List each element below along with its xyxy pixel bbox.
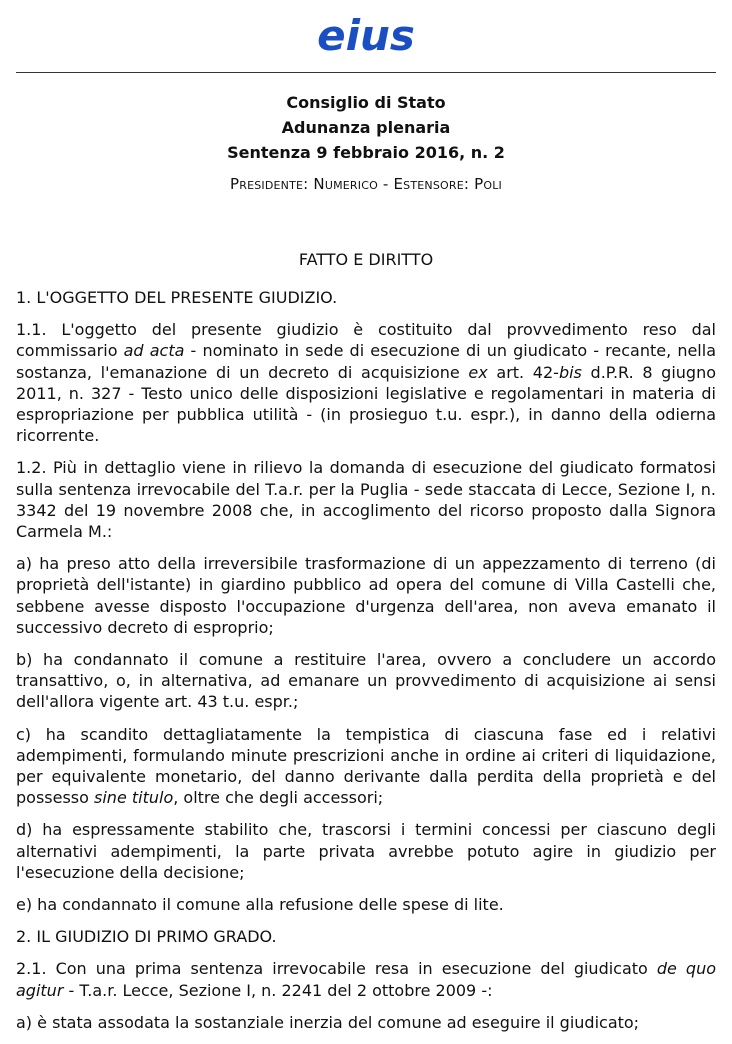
logo-text: eius: [317, 14, 415, 60]
list-item-c: c) ha scandito dettagliatamente la tempistica di ciascuna fase ed i relativi adempimenti, formulando minute prescrizioni anche in ordine ai criteri di liquidazione, per equivalente monetario, del danno derivante dalla perdita della proprietà e del possesso sine titulo, oltre che degli accessori;: [16, 724, 716, 808]
court-section: Adunanza plenaria: [281, 118, 451, 137]
eius-logo-mark: [301, 14, 431, 60]
decision-title: Sentenza 9 febbraio 2016, n. 2: [227, 143, 505, 162]
list-item-d: d) ha espressamente stabilito che, trascorsi i termini concessi per ciascuno degli alternativi adempimenti, la parte privata avrebbe potuto agire in giudizio per l'esecuzione della decisione;: [16, 820, 716, 882]
list-item-a-2: a) è stata assodata la sostanziale inerzia del comune ad eseguire il giudicato;: [16, 1012, 640, 1032]
paragraph-1: 1. L'OGGETTO DEL PRESENTE GIUDIZIO.: [16, 288, 338, 307]
list-item-e: e) ha condannato il comune alla refusione delle spese di lite.: [16, 895, 504, 915]
document-body: [16, 287, 716, 1044]
judges-byline: Presidente: Numerico - Estensore: Poli: [230, 175, 502, 193]
eius-logo: [0, 14, 732, 64]
header-divider: [16, 72, 716, 73]
list-item-b: b) ha condannato il comune a restituire l'area, ovvero a concludere un accordo transattivo, o, in alternativa, ad emanare un provvedimento di acquisizione ai sensi dell'allora vigente art. 43 t.u. espr.;: [16, 650, 716, 712]
section-title: FATTO E DIRITTO: [298, 250, 434, 269]
paragraph-1-1: 1.1. L'oggetto del presente giudizio è costituito dal provvedimento reso dal commissario ad acta - nominato in sede di esecuzione di un giudicato - recante, nella sostanza, l'emanazione di un decreto di acquisizione ex art. 42-bis d.P.R. 8 giugno 2011, n. 327 - Testo unico delle disposizioni legislative e regolamentari in materia di espropriazione per pubblica utilità - (in prosieguo t.u. espr.), in danno della odierna ricorrente.: [16, 320, 717, 446]
paragraph-2-1: 2.1. Con una prima sentenza irrevocabile resa in esecuzione del giudicato de quo agitur - T.a.r. Lecce, Sezione I, n. 2241 del 2 ottobre 2009 -:: [16, 959, 717, 1000]
paragraph-2: 2. IL GIUDIZIO DI PRIMO GRADO.: [16, 927, 277, 947]
list-item-a: a) ha preso atto della irreversibile trasformazione di un appezzamento di terreno (di proprietà dell'istante) in giardino pubblico ad opera del comune di Villa Castelli che, sebbene avesse disposto l'occupazione d'urgenza dell'area, non aveva emanato il successivo decreto di esproprio;: [16, 554, 716, 637]
court-name: Consiglio di Stato: [286, 93, 446, 112]
paragraph-1-2: 1.2. Più in dettaglio viene in rilievo la domanda di esecuzione del giudicato formatosi sulla sentenza irrevocabile del T.a.r. per la Puglia - sede staccata di Lecce, Sezione I, n. 3342 del 19 novembre 2008 che, in accoglimento del ricorso proposto dalla Signora Carmela M.:: [16, 458, 716, 542]
